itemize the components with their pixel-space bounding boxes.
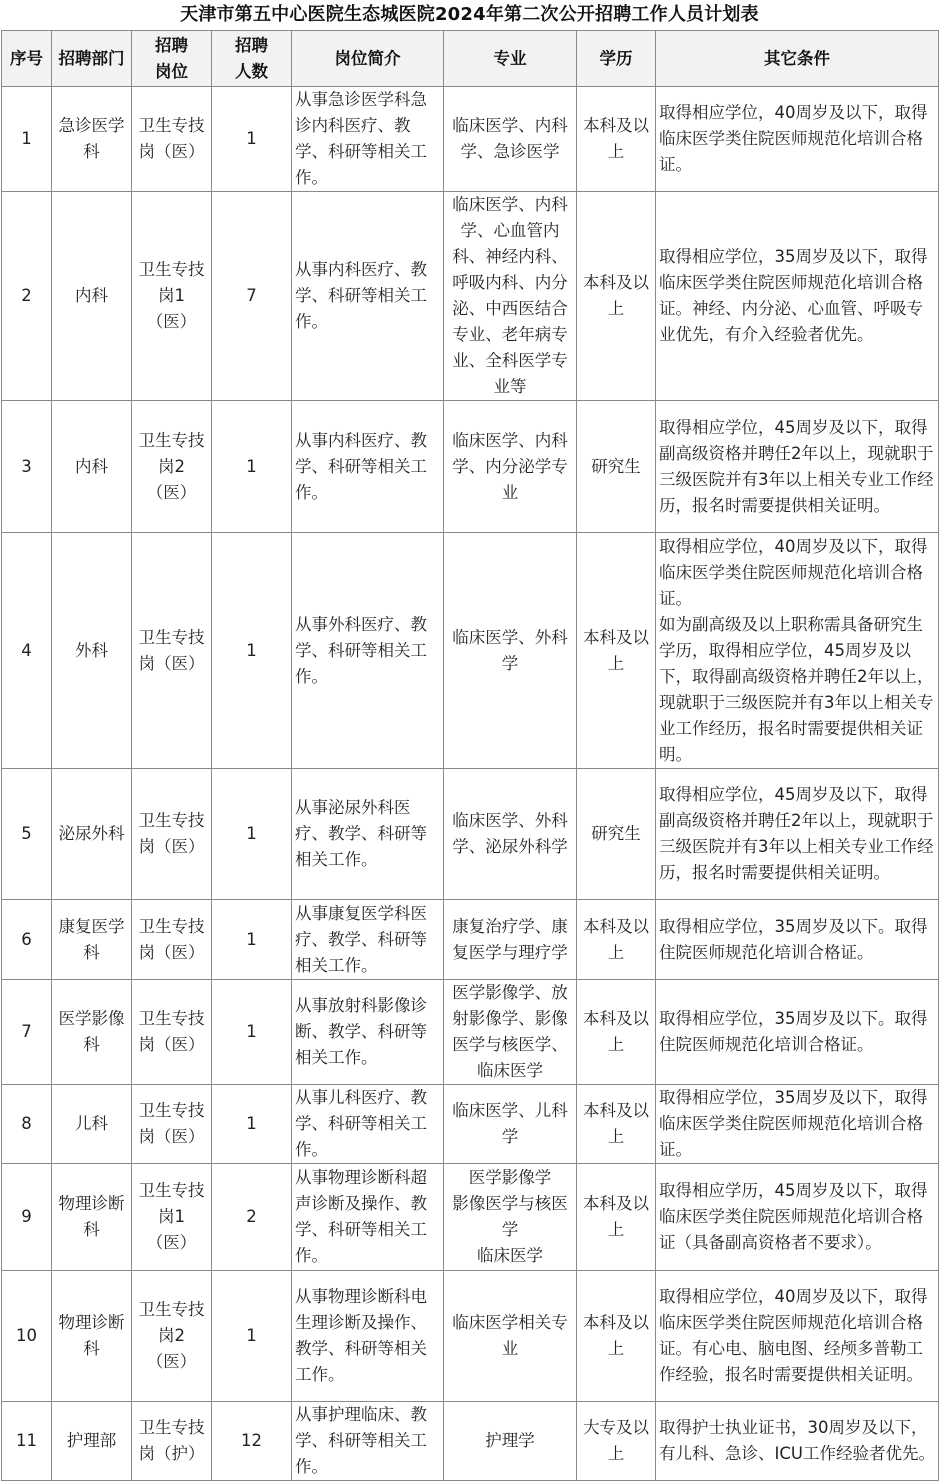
table-row bbox=[2, 1402, 939, 1481]
cell-major: 临床医学、内科学、内分泌学专业 bbox=[444, 401, 577, 533]
cell-no: 6 bbox=[2, 900, 52, 980]
cell-other: 取得相应学位，35周岁及以下。取得住院医师规范化培训合格证。 bbox=[656, 980, 939, 1085]
table-row bbox=[2, 769, 939, 900]
cell-num: 12 bbox=[212, 1402, 292, 1481]
cell-major: 护理学 bbox=[444, 1402, 577, 1481]
cell-edu: 研究生 bbox=[577, 401, 656, 533]
cell-num: 1 bbox=[212, 769, 292, 900]
cell-no: 9 bbox=[2, 1164, 52, 1271]
cell-post: 卫生专技 岗（医） bbox=[132, 1085, 212, 1164]
cell-desc: 从事护理临床、教学、科研等相关工作。 bbox=[292, 1402, 444, 1481]
cell-edu: 大专及以 上 bbox=[577, 1402, 656, 1481]
cell-dept: 内科 bbox=[52, 192, 132, 401]
cell-other: 取得相应学位，35周岁及以下，取得临床医学类住院医师规范化培训合格证。神经、内分泌、心血管、呼吸专业优先，有介入经验者优先。 bbox=[656, 192, 939, 401]
cell-dept: 物理诊断 科 bbox=[52, 1164, 132, 1271]
cell-num: 7 bbox=[212, 192, 292, 401]
cell-other: 取得相应学位，40周岁及以下，取得临床医学类住院医师规范化培训合格证。 如为副高级及以上职称需具备研究生学历，取得相应学位，45周岁及以下，取得副高级资格并聘任2年以上，现就职于三级医院并有3年以上相关专业工作经历，报名时需要提供相关证明。 bbox=[656, 533, 939, 769]
cell-desc: 从事急诊医学科急诊内科医疗、教学、科研等相关工作。 bbox=[292, 87, 444, 192]
header-row bbox=[2, 31, 939, 87]
cell-post: 卫生专技 岗1 （医） bbox=[132, 1164, 212, 1271]
cell-edu: 本科及以 上 bbox=[577, 87, 656, 192]
cell-no: 4 bbox=[2, 533, 52, 769]
header-no: 序号 bbox=[2, 31, 52, 87]
cell-num: 1 bbox=[212, 1271, 292, 1402]
cell-edu: 本科及以 上 bbox=[577, 192, 656, 401]
page-title: 天津市第五中心医院生态城医院2024年第二次公开招聘工作人员计划表 bbox=[180, 4, 759, 25]
table-row bbox=[2, 1164, 939, 1271]
cell-major: 医学影像学 影像医学与核医学 临床医学 bbox=[444, 1164, 577, 1271]
cell-edu: 本科及以 上 bbox=[577, 533, 656, 769]
cell-num: 1 bbox=[212, 87, 292, 192]
cell-no: 11 bbox=[2, 1402, 52, 1481]
cell-no: 3 bbox=[2, 401, 52, 533]
cell-other: 取得相应学位，45周岁及以下，取得副高级资格并聘任2年以上，现就职于三级医院并有3年以上相关专业工作经历，报名时需要提供相关证明。 bbox=[656, 401, 939, 533]
cell-no: 10 bbox=[2, 1271, 52, 1402]
cell-major: 医学影像学、放射影像学、影像医学与核医学、临床医学 bbox=[444, 980, 577, 1085]
cell-no: 1 bbox=[2, 87, 52, 192]
recruitment-table bbox=[1, 30, 939, 1481]
cell-edu: 本科及以 上 bbox=[577, 1085, 656, 1164]
cell-desc: 从事物理诊断科电生理诊断及操作、教学、科研等相关工作。 bbox=[292, 1271, 444, 1402]
header-post: 招聘 岗位 bbox=[132, 31, 212, 87]
cell-num: 1 bbox=[212, 533, 292, 769]
cell-other: 取得相应学位，45周岁及以下，取得副高级资格并聘任2年以上，现就职于三级医院并有3年以上相关专业工作经历，报名时需要提供相关证明。 bbox=[656, 769, 939, 900]
cell-other: 取得相应学历，45周岁及以下，取得临床医学类住院医师规范化培训合格证（具备副高资格者不要求）。 bbox=[656, 1164, 939, 1271]
table-row bbox=[2, 533, 939, 769]
cell-major: 康复治疗学、康复医学与理疗学 bbox=[444, 900, 577, 980]
cell-dept: 物理诊断 科 bbox=[52, 1271, 132, 1402]
cell-desc: 从事泌尿外科医疗、教学、科研等相关工作。 bbox=[292, 769, 444, 900]
cell-desc: 从事物理诊断科超声诊断及操作、教学、科研等相关工作。 bbox=[292, 1164, 444, 1271]
cell-num: 1 bbox=[212, 401, 292, 533]
cell-num: 1 bbox=[212, 1085, 292, 1164]
cell-other: 取得相应学位，40周岁及以下，取得临床医学类住院医师规范化培训合格证。 bbox=[656, 87, 939, 192]
header-major: 专业 bbox=[444, 31, 577, 87]
table-row bbox=[2, 401, 939, 533]
cell-post: 卫生专技 岗2 （医） bbox=[132, 401, 212, 533]
header-dept: 招聘部门 bbox=[52, 31, 132, 87]
cell-no: 7 bbox=[2, 980, 52, 1085]
cell-post: 卫生专技 岗（护） bbox=[132, 1402, 212, 1481]
cell-num: 2 bbox=[212, 1164, 292, 1271]
header-edu: 学历 bbox=[577, 31, 656, 87]
cell-other: 取得相应学位，40周岁及以下，取得临床医学类住院医师规范化培训合格证。有心电、脑电图、经颅多普勒工作经验，报名时需要提供相关证明。 bbox=[656, 1271, 939, 1402]
cell-desc: 从事内科医疗、教学、科研等相关工作。 bbox=[292, 192, 444, 401]
header-num: 招聘 人数 bbox=[212, 31, 292, 87]
cell-edu: 研究生 bbox=[577, 769, 656, 900]
cell-dept: 内科 bbox=[52, 401, 132, 533]
cell-dept: 泌尿外科 bbox=[52, 769, 132, 900]
table-row bbox=[2, 980, 939, 1085]
cell-post: 卫生专技 岗（医） bbox=[132, 900, 212, 980]
cell-desc: 从事儿科医疗、教学、科研等相关工作。 bbox=[292, 1085, 444, 1164]
cell-desc: 从事康复医学科医疗、教学、科研等相关工作。 bbox=[292, 900, 444, 980]
cell-dept: 外科 bbox=[52, 533, 132, 769]
cell-dept: 护理部 bbox=[52, 1402, 132, 1481]
cell-major: 临床医学、内科学、心血管内科、神经内科、呼吸内科、内分泌、中西医结合专业、老年病专业、全科医学专业等 bbox=[444, 192, 577, 401]
cell-edu: 本科及以 上 bbox=[577, 980, 656, 1085]
cell-desc: 从事放射科影像诊断、教学、科研等相关工作。 bbox=[292, 980, 444, 1085]
cell-desc: 从事外科医疗、教学、科研等相关工作。 bbox=[292, 533, 444, 769]
cell-major: 临床医学、儿科学 bbox=[444, 1085, 577, 1164]
cell-dept: 儿科 bbox=[52, 1085, 132, 1164]
cell-major: 临床医学、内科学、急诊医学 bbox=[444, 87, 577, 192]
cell-major: 临床医学相关专业 bbox=[444, 1271, 577, 1402]
cell-no: 5 bbox=[2, 769, 52, 900]
cell-dept: 急诊医学 科 bbox=[52, 87, 132, 192]
cell-dept: 医学影像 科 bbox=[52, 980, 132, 1085]
cell-major: 临床医学、外科学 bbox=[444, 533, 577, 769]
header-desc: 岗位简介 bbox=[292, 31, 444, 87]
cell-edu: 本科及以 上 bbox=[577, 900, 656, 980]
table-row bbox=[2, 900, 939, 980]
cell-post: 卫生专技 岗（医） bbox=[132, 769, 212, 900]
header-other: 其它条件 bbox=[656, 31, 939, 87]
cell-post: 卫生专技 岗（医） bbox=[132, 87, 212, 192]
cell-edu: 本科及以 上 bbox=[577, 1271, 656, 1402]
cell-major: 临床医学、外科学、泌尿外科学 bbox=[444, 769, 577, 900]
cell-dept: 康复医学 科 bbox=[52, 900, 132, 980]
cell-no: 8 bbox=[2, 1085, 52, 1164]
table-row bbox=[2, 1271, 939, 1402]
cell-no: 2 bbox=[2, 192, 52, 401]
table-row bbox=[2, 1085, 939, 1164]
cell-num: 1 bbox=[212, 900, 292, 980]
cell-other: 取得相应学位，35周岁及以下，取得临床医学类住院医师规范化培训合格证。 bbox=[656, 1085, 939, 1164]
table-row bbox=[2, 87, 939, 192]
cell-num: 1 bbox=[212, 980, 292, 1085]
cell-post: 卫生专技 岗2 （医） bbox=[132, 1271, 212, 1402]
cell-post: 卫生专技 岗（医） bbox=[132, 533, 212, 769]
cell-desc: 从事内科医疗、教学、科研等相关工作。 bbox=[292, 401, 444, 533]
cell-post: 卫生专技 岗1 （医） bbox=[132, 192, 212, 401]
table-row bbox=[2, 192, 939, 401]
cell-other: 取得护士执业证书，30周岁及以下，有儿科、急诊、ICU工作经验者优先。 bbox=[656, 1402, 939, 1481]
cell-other: 取得相应学位，35周岁及以下。取得住院医师规范化培训合格证。 bbox=[656, 900, 939, 980]
cell-post: 卫生专技 岗（医） bbox=[132, 980, 212, 1085]
cell-edu: 本科及以 上 bbox=[577, 1164, 656, 1271]
